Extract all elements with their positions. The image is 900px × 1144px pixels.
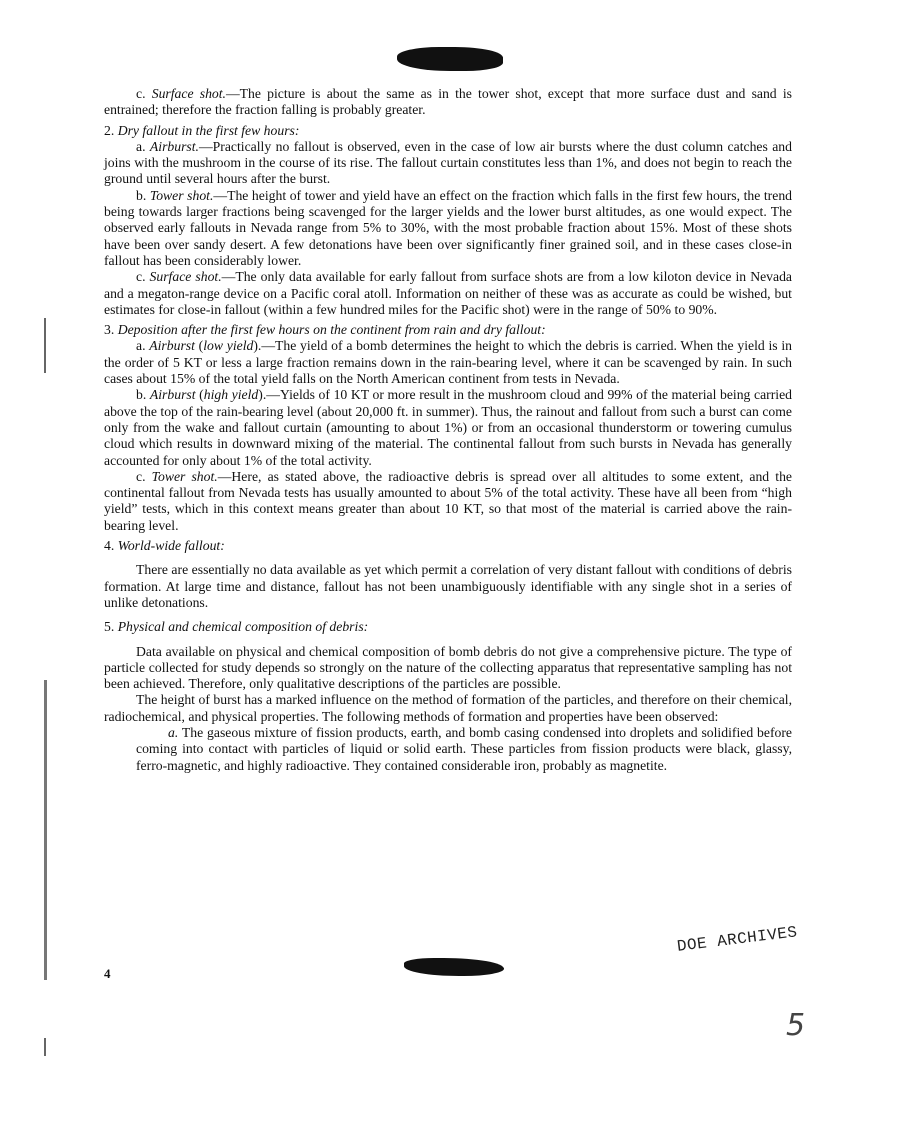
paragraph-text: —Practically no fallout is observed, even in the case of low air bursts where the dust column catches and joins with the mushroom in the course of its rise. The fallout curtain constitutes less than 1%, and does not begin to reach the ground until several hours after the burst. [104, 138, 792, 187]
handwritten-page-mark: 5 [786, 1008, 806, 1043]
top-classification-redaction [397, 47, 503, 71]
paragraph-label: Airburst [149, 338, 195, 354]
paragraph-world-wide [104, 562, 792, 611]
paragraph-text: The gaseous mixture of fission products, earth, and bomb casing condensed into droplets and solidified before coming into contact with particles of liquid or solid earth. These particles from fission products were black, glassy, ferro-magnetic, and highly radioactive. They contained considerable iron, probably as magnetite. [136, 724, 792, 773]
paragraph-label: a. [168, 724, 179, 740]
paragraph-tower-shot-3c [104, 469, 792, 534]
paragraph-paren: ( [195, 387, 204, 403]
document-body [104, 86, 792, 774]
paragraph-label: Surface shot. [149, 269, 222, 285]
paragraph-text: —The height of tower and yield have an effect on the fraction which falls in the first few hours, the trend being towards larger fractions being scavenged for the larger yields and the lower burst altitudes, as one would expect. The observed early fallouts in Nevada range from 5% to 30%, with the most probable fraction about 15%. Most of these shots have been over sandy desert. A few detonations have been over significantly finer grained soil, and in these cases close-in fallout has been considerably lower. [104, 187, 793, 268]
paragraph-label: Airburst. [149, 138, 199, 154]
section-heading-3 [104, 322, 792, 338]
section-number: 3. [104, 322, 118, 338]
paragraph-text: ).—Yields of 10 KT or more result in the mushroom cloud and 99% of the material being carried above the top of the rain-bearing level (about 20,000 ft. in summer). Thus, the rainout and fallout from such a burst can come only from the wake and fallout curtain (amounting to about 1%) or from an occasional thunderstorm or towering cumulus cloud which results in downward mixing of the material. The continental fallout from such bursts in Nevada has generally accounted for only about 1% of the total activity. [104, 387, 793, 468]
bottom-classification-redaction [404, 958, 504, 976]
paragraph-airburst-2a [104, 139, 792, 188]
section-title: Dry fallout in the first few hours: [117, 122, 300, 138]
paragraph-text: The height of burst has a marked influence on the method of formation of the particles, and therefore on their chemical, radiochemical, and physical properties. The following methods of formation and properties have been observed: [104, 692, 792, 724]
scan-edge-mark [44, 680, 47, 980]
paragraph-surface-shot-1 [104, 86, 792, 119]
scan-edge-mark [44, 318, 46, 373]
paragraph-composition-2 [104, 692, 792, 725]
paragraph-airburst-high-3b [104, 387, 792, 468]
section-title: World-wide fallout: [117, 538, 225, 554]
paragraph-text: There are essentially no data available as yet which permit a correlation of very distant fallout with conditions of debris formation. At large time and distance, fallout has not been unambiguously identifiable with any single shot in a series of unlike detonations. [104, 562, 792, 610]
paragraph-text: Data available on physical and chemical composition of bomb debris do not give a comprehensive picture. The type of particle collected for study depends so strongly on the nature of the collecting apparatus that representative sampling has not been achieved. Therefore, only qualitative descriptions of the particles are possible. [104, 643, 792, 692]
section-heading-2 [104, 123, 792, 139]
paragraph-lead: c. [136, 269, 150, 285]
scan-edge-mark [44, 1038, 46, 1056]
paragraph-lead: a. [136, 338, 150, 354]
paragraph-formation-a [104, 725, 792, 774]
paragraph-surface-shot-2c [104, 269, 792, 318]
paragraph-paren: ( [194, 338, 204, 354]
doe-archives-stamp: DOE ARCHIVES [676, 923, 799, 956]
paragraph-label: Tower shot. [149, 187, 214, 203]
section-heading-4 [104, 538, 792, 554]
paragraph-text: —The picture is about the same as in the tower shot, except that more surface dust and sand is entrained; therefore the fraction falling is probably greater. [104, 86, 792, 118]
section-number: 4. [104, 538, 118, 554]
paragraph-lead: b. [136, 387, 150, 403]
paragraph-composition-1 [104, 644, 792, 693]
section-number: 2. [104, 122, 118, 138]
page-number: 4 [104, 966, 111, 981]
paragraph-sublabel: low yield [203, 338, 254, 354]
paragraph-lead: a. [136, 138, 150, 154]
paragraph-label: Tower shot. [151, 468, 218, 484]
section-title: Physical and chemical composition of debris: [117, 619, 369, 635]
paragraph-lead: b. [136, 187, 150, 203]
paragraph-label: Airburst [149, 387, 196, 403]
paragraph-text: ).—The yield of a bomb determines the height to which the debris is carried. When the yield is in the order of 5 KT or less a large fraction remains down in the rain-bearing level, where it can be scavenged by rain. In such cases about 15% of the total yield falls on the North American continent from tests in Nevada. [104, 338, 793, 387]
paragraph-lead: c. [136, 468, 152, 484]
paragraph-tower-shot-2b [104, 188, 792, 269]
paragraph-text: —The only data available for early fallout from surface shots are from a low kiloton device in Nevada and a megaton-range device on a Pacific coral atoll. Information on neither of these was as accurate as could be wished, but estimates for close-in fallout (within a few hundred miles for the Pacific shot) were in the range of 50% to 90%. [104, 269, 792, 317]
section-title: Deposition after the first few hours on the continent from rain and dry fallout: [117, 322, 546, 338]
section-heading-5 [104, 619, 792, 635]
paragraph-label: Surface shot. [151, 86, 226, 101]
paragraph-lead: c. [136, 86, 152, 101]
paragraph-airburst-low-3a [104, 338, 792, 387]
paragraph-text: —Here, as stated above, the radioactive debris is spread over all altitudes to some extent, and the continental fallout from Nevada tests has usually amounted to about 5% of the total activity. These have all been from “high yield” tests, which in this context means greater than about 10 KT, so that most of the material is carried above the rain-bearing level. [104, 468, 792, 533]
paragraph-sublabel: high yield [203, 387, 259, 403]
section-number: 5. [104, 619, 118, 635]
